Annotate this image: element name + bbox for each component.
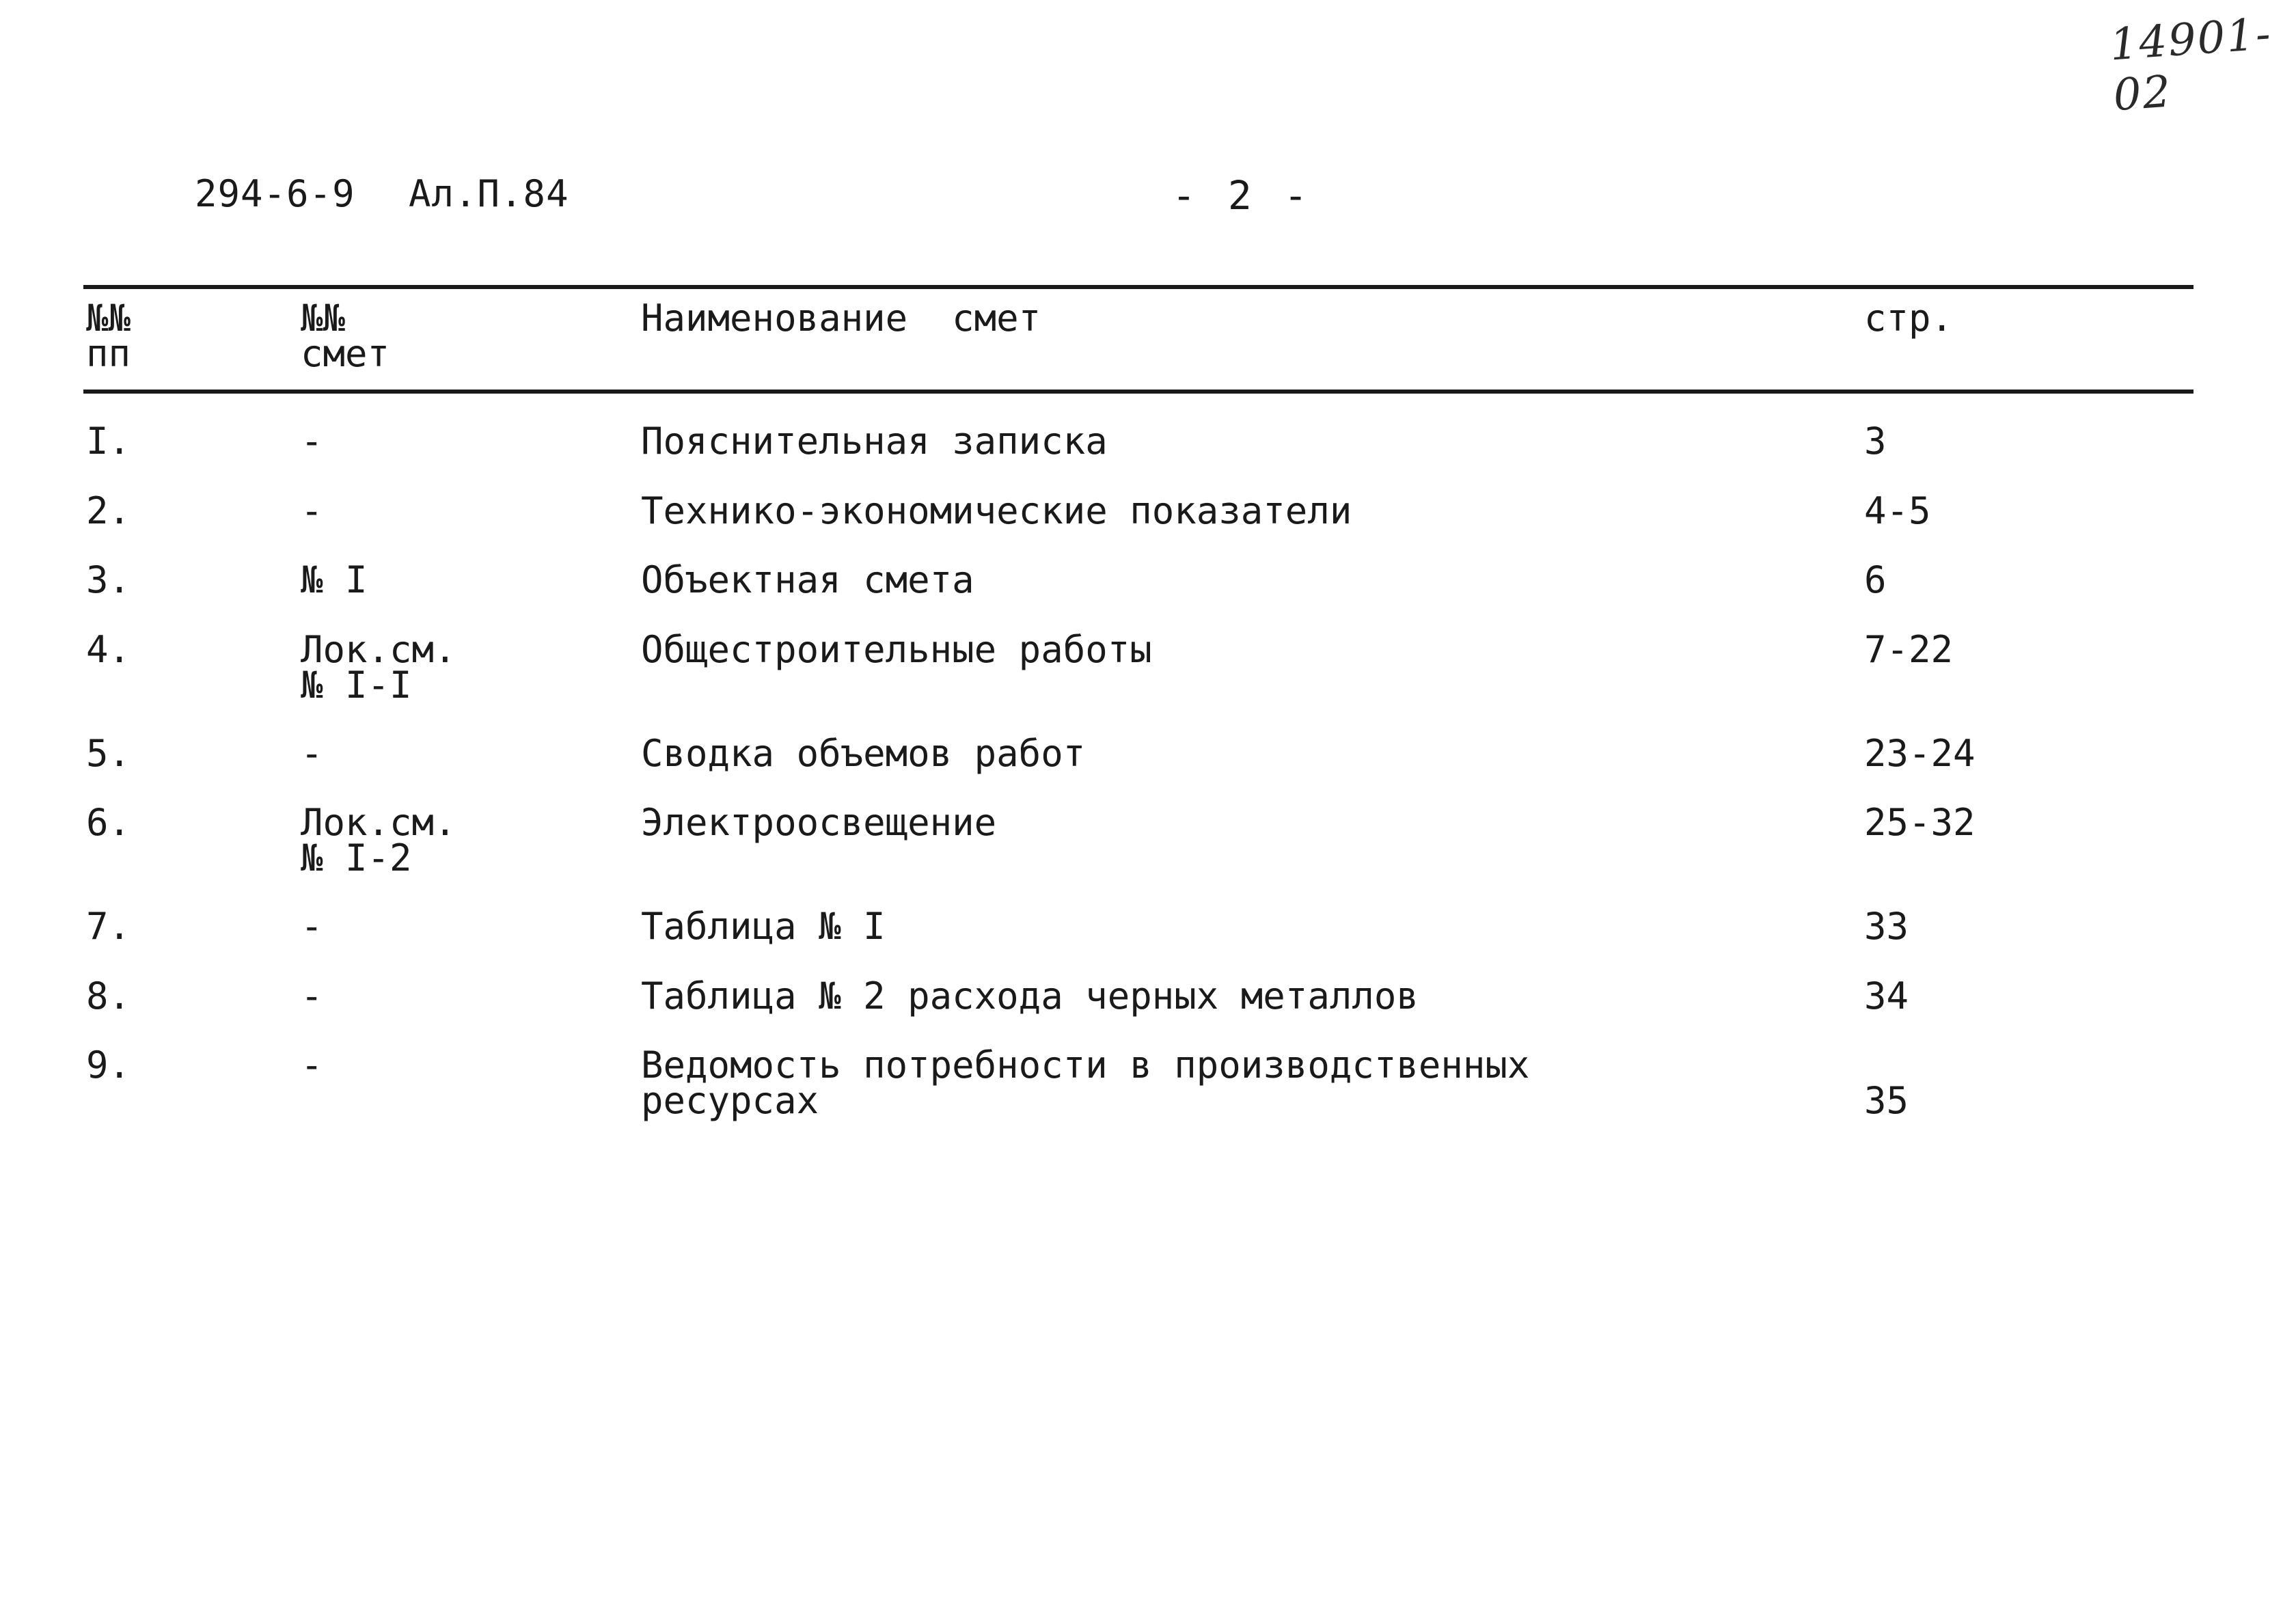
column-header-name: Наименование смет [641, 297, 1041, 340]
table-top-rule [83, 285, 2194, 289]
table-row-name: Таблица № I [641, 905, 886, 948]
table-row-name: Сводка объемов работ [641, 732, 1086, 775]
table-row-page: 3 [1864, 420, 1887, 463]
table-row-num: 7. [86, 905, 131, 948]
handwritten-annotation: 14901-02 [2108, 9, 2273, 122]
table-row-estimate: - [301, 1043, 323, 1087]
table-row-page: 34 [1864, 974, 1909, 1018]
table-row-name: Общестроительные работы [641, 628, 1152, 671]
table-row-estimate: - [301, 905, 323, 948]
table-row-num: 6. [86, 801, 131, 844]
table-row-name: Технико-экономические показатели [641, 489, 1352, 532]
table-row-name: Пояснительная записка [641, 420, 1108, 463]
table-row-page: 25-32 [1864, 801, 1976, 844]
table-row-num: 4. [86, 628, 131, 671]
table-row-estimate: Лок.см. № I-I [301, 628, 456, 707]
table-row-page: 4-5 [1864, 489, 1931, 532]
table-row-name: Таблица № 2 расхода черных металлов [641, 974, 1419, 1018]
table-row-num: 2. [86, 489, 131, 532]
table-row-page: 6 [1864, 558, 1887, 601]
table-row-page: 35 [1864, 1079, 1909, 1122]
table-row-page: 33 [1864, 905, 1909, 948]
table-row-num: 3. [86, 558, 131, 601]
table-row-name: Электроосвещение [641, 801, 997, 844]
table-row-num: 5. [86, 732, 131, 775]
sheet-code: Ал.П.84 [409, 172, 569, 215]
page-number: - 2 - [1172, 172, 1312, 219]
table-row-num: 9. [86, 1043, 131, 1087]
table-row-estimate: - [301, 974, 323, 1018]
table-row-name: Ведомость потребности в производственных ресурсах [641, 1043, 1530, 1122]
table-row-estimate: - [301, 489, 323, 532]
table-row-page: 23-24 [1864, 732, 1976, 775]
column-header-num: №№ пп [86, 297, 131, 375]
column-header-estimate: №№ смет [301, 297, 390, 375]
table-row-estimate: - [301, 420, 323, 463]
table-row-estimate: Лок.см. № I-2 [301, 801, 456, 879]
document-code: 294-6-9 [195, 172, 355, 215]
column-header-page: стр. [1864, 297, 1954, 340]
table-row-page: 7-22 [1864, 628, 1954, 671]
table-row-num: I. [86, 420, 131, 463]
table-row-name: Объектная смета [641, 558, 974, 601]
table-row-estimate: - [301, 732, 323, 775]
table-row-num: 8. [86, 974, 131, 1018]
table-header-rule [83, 390, 2194, 394]
table-row-estimate: № I [301, 558, 368, 601]
